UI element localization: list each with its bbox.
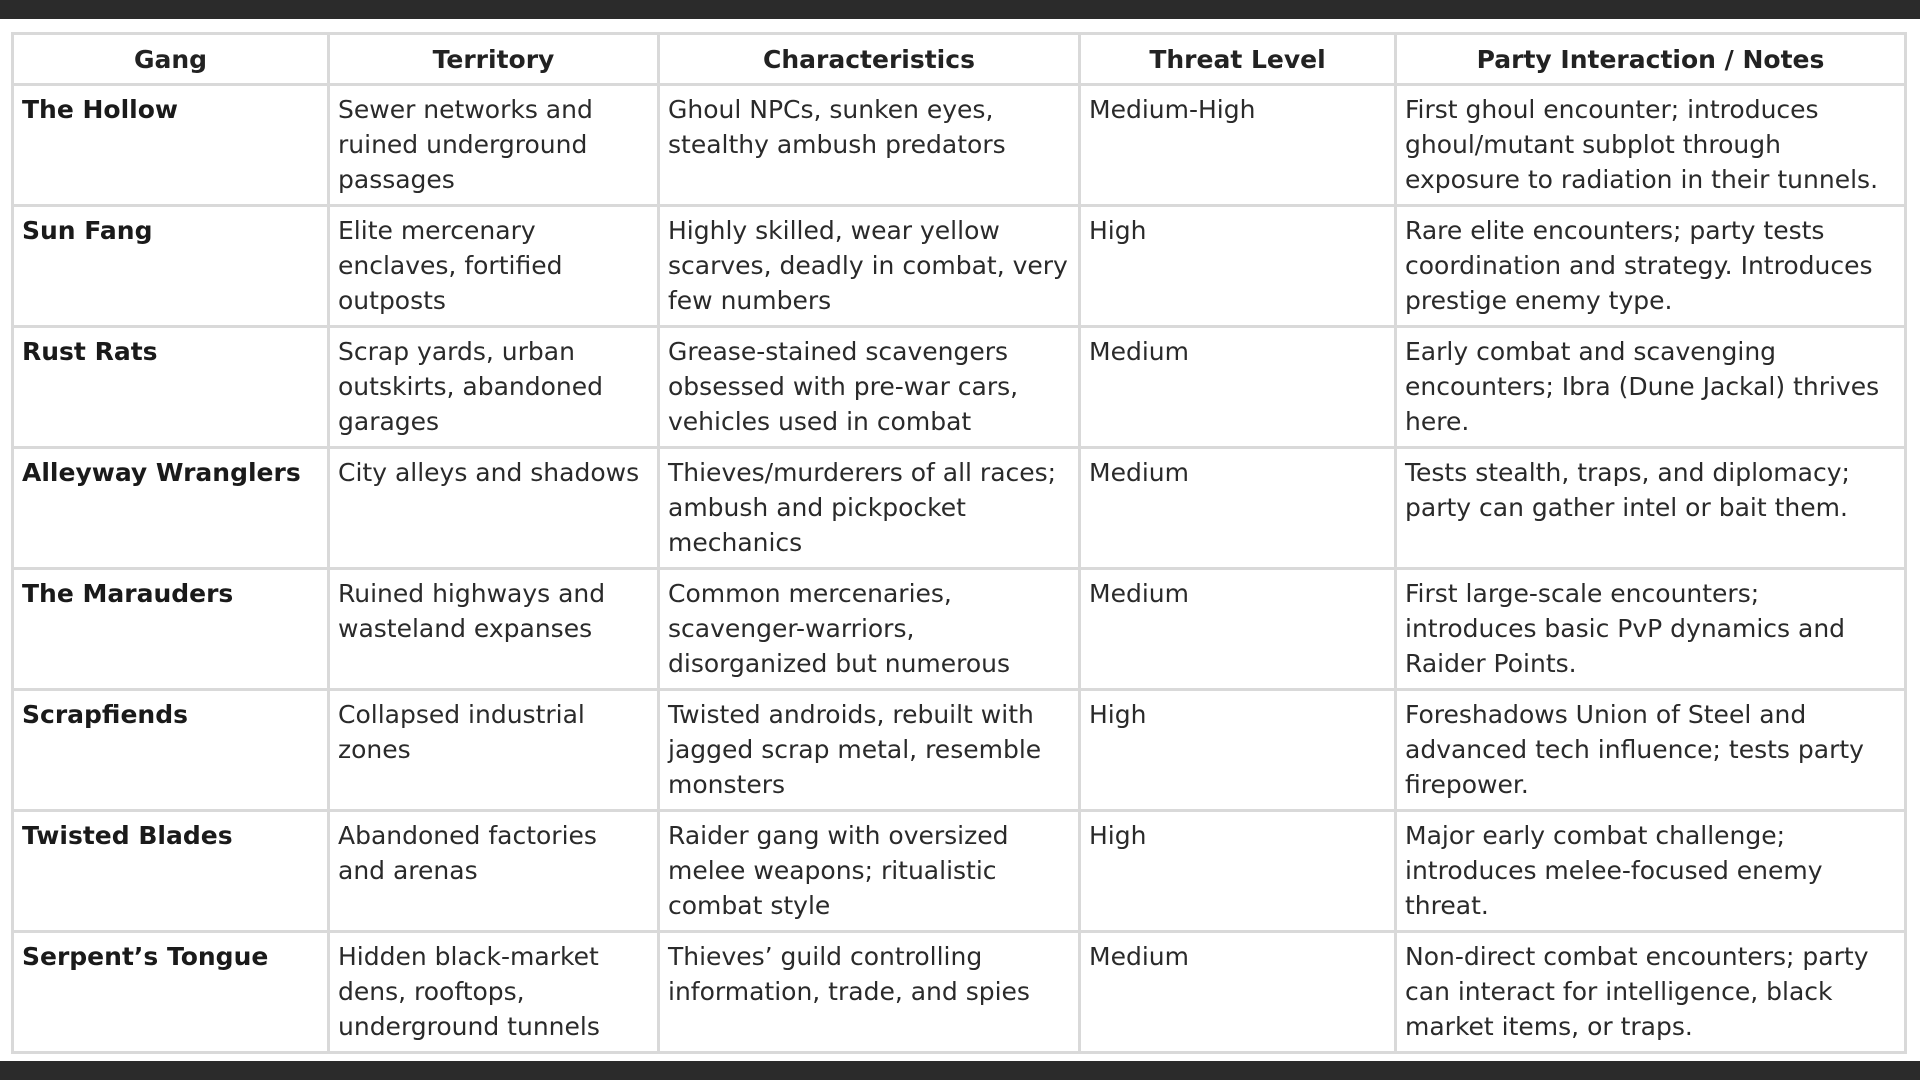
header-territory: Territory — [329, 34, 659, 85]
territory-cell: Sewer networks and ruined underground passages — [329, 85, 659, 206]
gang-cell: Twisted Blades — [13, 811, 329, 932]
territory-cell: Collapsed industrial zones — [329, 690, 659, 811]
header-characteristics: Characteristics — [659, 34, 1080, 85]
gang-cell: Rust Rats — [13, 327, 329, 448]
characteristics-cell: Thieves’ guild controlling information, trade, and spies — [659, 932, 1080, 1053]
notes-cell: First large-scale encounters; introduces basic PvP dynamics and Raider Points. — [1396, 569, 1906, 690]
notes-cell: Rare elite encounters; party tests coordination and strategy. Introduces prestige enemy type. — [1396, 206, 1906, 327]
gang-cell: The Hollow — [13, 85, 329, 206]
characteristics-cell: Thieves/murderers of all races; ambush and pickpocket mechanics — [659, 448, 1080, 569]
territory-cell: Abandoned factories and arenas — [329, 811, 659, 932]
notes-cell: Major early combat challenge; introduces melee-focused enemy threat. — [1396, 811, 1906, 932]
characteristics-cell: Raider gang with oversized melee weapons; ritualistic combat style — [659, 811, 1080, 932]
threat-level-cell: High — [1080, 811, 1396, 932]
notes-cell: Non-direct combat encounters; party can interact for intelligence, black market items, or traps. — [1396, 932, 1906, 1053]
characteristics-cell: Common mercenaries, scavenger-warriors, disorganized but numerous — [659, 569, 1080, 690]
threat-level-cell: High — [1080, 690, 1396, 811]
table-row — [13, 811, 1906, 932]
threat-level-cell: Medium — [1080, 327, 1396, 448]
gang-table — [11, 32, 1907, 1054]
header-threat-level: Threat Level — [1080, 34, 1396, 85]
threat-level-cell: Medium — [1080, 932, 1396, 1053]
threat-level-cell: Medium — [1080, 569, 1396, 690]
table-row — [13, 85, 1906, 206]
table-row — [13, 690, 1906, 811]
threat-level-cell: Medium-High — [1080, 85, 1396, 206]
notes-cell: Early combat and scavenging encounters; Ibra (Dune Jackal) thrives here. — [1396, 327, 1906, 448]
notes-cell: First ghoul encounter; introduces ghoul/mutant subplot through exposure to radiation in their tunnels. — [1396, 85, 1906, 206]
characteristics-cell: Grease-stained scavengers obsessed with pre-war cars, vehicles used in combat — [659, 327, 1080, 448]
table-row — [13, 327, 1906, 448]
header-party-interaction-notes: Party Interaction / Notes — [1396, 34, 1906, 85]
header-gang: Gang — [13, 34, 329, 85]
notes-cell: Foreshadows Union of Steel and advanced tech influence; tests party firepower. — [1396, 690, 1906, 811]
territory-cell: Ruined highways and wasteland expanses — [329, 569, 659, 690]
gang-cell: Sun Fang — [13, 206, 329, 327]
territory-cell: City alleys and shadows — [329, 448, 659, 569]
notes-cell: Tests stealth, traps, and diplomacy; party can gather intel or bait them. — [1396, 448, 1906, 569]
document-page — [0, 19, 1920, 1061]
table-header-row — [13, 34, 1906, 85]
territory-cell: Scrap yards, urban outskirts, abandoned garages — [329, 327, 659, 448]
table-row — [13, 569, 1906, 690]
characteristics-cell: Ghoul NPCs, sunken eyes, stealthy ambush predators — [659, 85, 1080, 206]
territory-cell: Hidden black-market dens, rooftops, underground tunnels — [329, 932, 659, 1053]
gang-cell: Scrapfiends — [13, 690, 329, 811]
territory-cell: Elite mercenary enclaves, fortified outposts — [329, 206, 659, 327]
gang-cell: Serpent’s Tongue — [13, 932, 329, 1053]
table-row — [13, 448, 1906, 569]
characteristics-cell: Twisted androids, rebuilt with jagged scrap metal, resemble monsters — [659, 690, 1080, 811]
characteristics-cell: Highly skilled, wear yellow scarves, deadly in combat, very few numbers — [659, 206, 1080, 327]
threat-level-cell: High — [1080, 206, 1396, 327]
table-row — [13, 932, 1906, 1053]
gang-cell: Alleyway Wranglers — [13, 448, 329, 569]
threat-level-cell: Medium — [1080, 448, 1396, 569]
gang-cell: The Marauders — [13, 569, 329, 690]
table-row — [13, 206, 1906, 327]
bottom-dark-bar — [0, 1061, 1920, 1080]
top-dark-bar — [0, 0, 1920, 19]
